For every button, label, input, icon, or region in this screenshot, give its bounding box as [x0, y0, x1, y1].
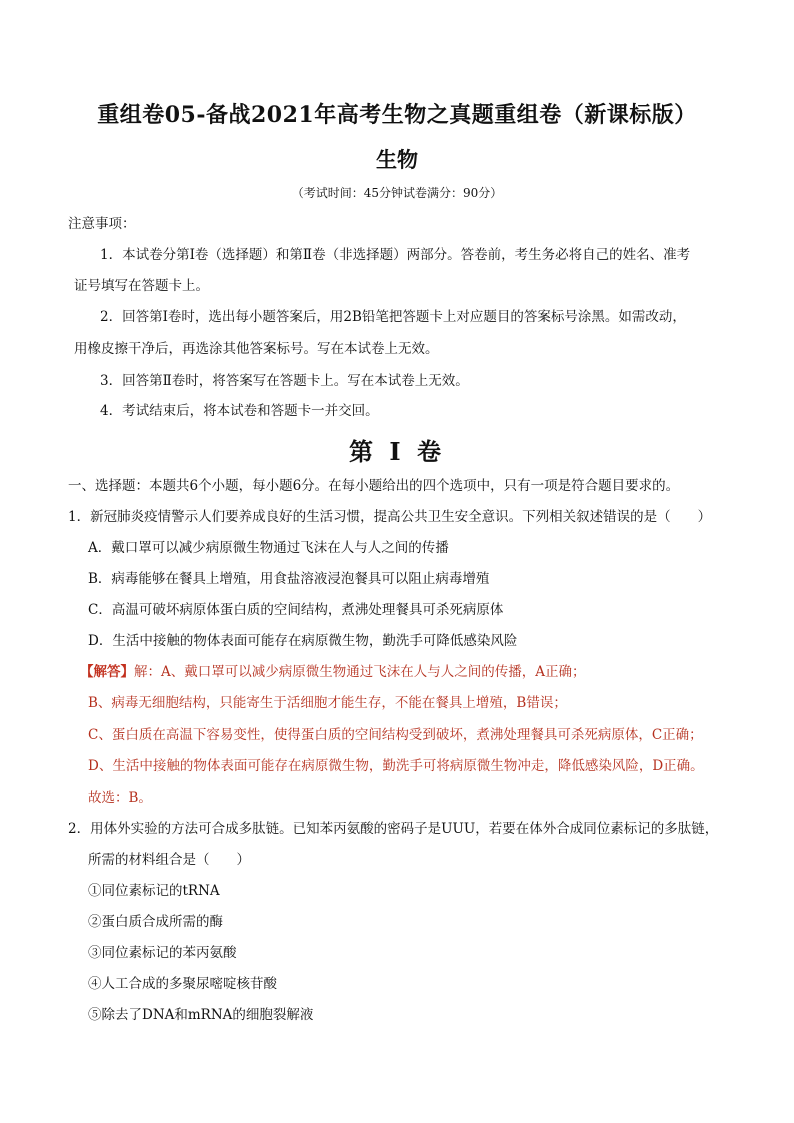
notes-heading: 注意事项：: [68, 216, 136, 232]
question-1-answer-line-3: C、蛋白质在高温下容易变性，使得蛋白质的空间结构受到破坏，煮沸处理餐具可杀死病原体，C正确；: [88, 727, 703, 743]
document-title: 重组卷05-备战2021年高考生物之真题重组卷（新课标版）: [97, 102, 697, 128]
question-2-stem-line-2: 所需的材料组合是（ ）: [88, 852, 250, 868]
note-item-2-line-2: 用橡皮擦干净后，再选涂其他答案标号。写在本试卷上无效。: [74, 341, 439, 357]
note-item-4: 4．考试结束后，将本试卷和答题卡一并交回。: [100, 403, 379, 419]
subject-title: 生物: [376, 147, 418, 172]
question-1-option-d: D．生活中接触的物体表面可能存在病原微生物，勤洗手可降低感染风险: [88, 633, 518, 649]
exam-info: （考试时间：45分钟试卷满分：90分）: [291, 186, 503, 200]
question-2-item-1: ①同位素标记的tRNA: [88, 883, 220, 899]
question-2-item-4: ④人工合成的多聚尿嘧啶核苷酸: [88, 976, 277, 992]
note-item-3: 3．回答第Ⅱ卷时，将答案写在答题卡上。写在本试卷上无效。: [100, 373, 469, 389]
note-item-1-line-1: 1．本试卷分第Ⅰ卷（选择题）和第Ⅱ卷（非选择题）两部分。答卷前，考生务必将自己的姓名、准考: [100, 247, 691, 263]
question-1-stem: 1．新冠肺炎疫情警示人们要养成良好的生活习惯，提高公共卫生安全意识。下列相关叙述错误的是（ ）: [68, 509, 712, 525]
section-intro: 一、选择题：本题共6个小题，每小题6分。在每小题给出的四个选项中，只有一项是符合题目要求的。: [68, 478, 680, 494]
question-2-item-3: ③同位素标记的苯丙氨酸: [88, 945, 237, 961]
note-item-2-line-1: 2．回答第Ⅰ卷时，选出每小题答案后，用2B铅笔把答题卡上对应题目的答案标号涂黑。如需改动，: [100, 309, 686, 325]
question-1-option-a: A．戴口罩可以减少病原微生物通过飞沫在人与人之间的传播: [88, 540, 449, 556]
question-2-item-2: ②蛋白质合成所需的酶: [88, 914, 223, 930]
question-1-answer-line-2: B、病毒无细胞结构，只能寄生于活细胞才能生存，不能在餐具上增殖，B错误；: [88, 695, 567, 711]
question-1-answer-line-1: [80, 662, 586, 682]
question-2-item-5: ⑤除去了DNA和mRNA的细胞裂解液: [88, 1007, 314, 1023]
question-1-answer-final: 故选：B。: [88, 790, 152, 806]
question-2-stem-line-1: 2．用体外实验的方法可合成多肽链。已知苯丙氨酸的密码子是UUU，若要在体外合成同位素标记的多肽链，: [68, 821, 719, 837]
note-item-1-line-2: 证号填写在答题卡上。: [74, 278, 209, 294]
answer-label: 【解答】: [80, 664, 134, 680]
question-1-answer-line-4: D、生活中接触的物体表面可能存在病原微生物，勤洗手可将病原微生物冲走，降低感染风险，D正确。: [88, 758, 704, 774]
section-title: 第 I 卷: [349, 437, 445, 466]
question-1-option-b: B．病毒能够在餐具上增殖，用食盐溶液浸泡餐具可以阻止病毒增殖: [88, 571, 490, 587]
answer-text-1: 解：A、戴口罩可以减少病原微生物通过飞沫在人与人之间的传播，A正确；: [134, 664, 586, 680]
question-1-option-c: C．高温可破坏病原体蛋白质的空间结构，煮沸处理餐具可杀死病原体: [88, 602, 504, 618]
